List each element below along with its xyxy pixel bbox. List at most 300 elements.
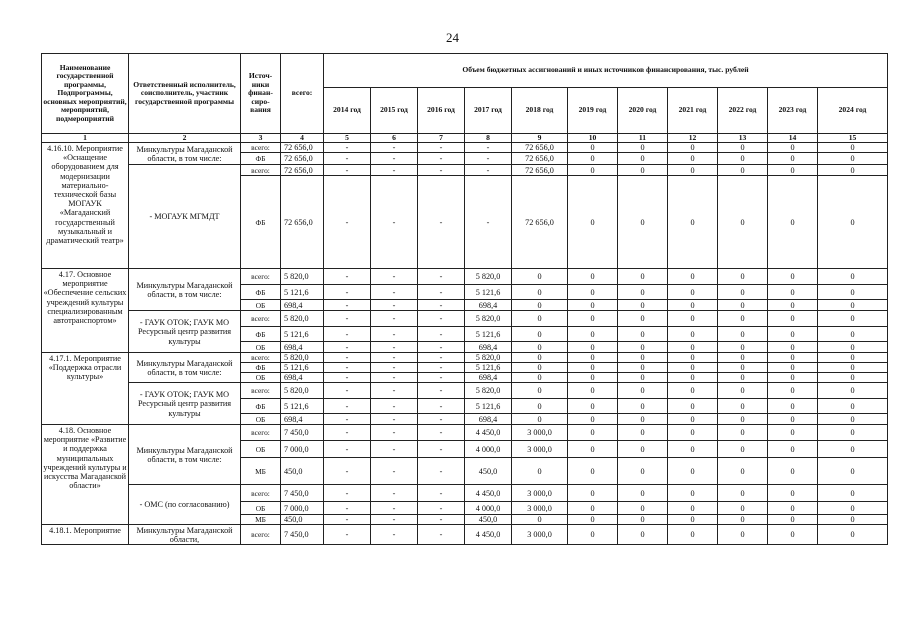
header-column-numbers: [42, 134, 888, 143]
year-value-cell: 0: [512, 285, 568, 300]
year-value-cell: -: [371, 300, 418, 311]
year-value-cell: 0: [512, 414, 568, 425]
year-value-cell: -: [324, 300, 371, 311]
funding-source-cell: ФБ: [241, 399, 281, 414]
year-value-cell: -: [418, 285, 465, 300]
year-value-cell: 0: [568, 485, 618, 502]
column-number: 9: [512, 134, 568, 143]
year-value-cell: 0: [568, 414, 618, 425]
year-value-cell: -: [324, 373, 371, 383]
year-value-cell: 0: [668, 311, 718, 327]
year-value-cell: 0: [618, 502, 668, 515]
funding-source-cell: всего:: [241, 165, 281, 176]
year-value-cell: 0: [818, 373, 888, 383]
funding-source-cell: всего:: [241, 311, 281, 327]
year-value-cell: 450,0: [465, 515, 512, 525]
year-value-cell: -: [371, 383, 418, 399]
year-value-cell: -: [324, 176, 371, 269]
year-value-cell: -: [418, 165, 465, 176]
year-value-cell: -: [324, 485, 371, 502]
header-year: 2015 год: [371, 88, 418, 134]
total-cell: 450,0: [281, 458, 324, 485]
year-value-cell: -: [418, 176, 465, 269]
year-value-cell: 0: [668, 373, 718, 383]
table-row: [42, 311, 888, 327]
funding-source-cell: ОБ: [241, 300, 281, 311]
year-value-cell: -: [371, 143, 418, 153]
year-value-cell: 0: [768, 383, 818, 399]
year-value-cell: 0: [718, 176, 768, 269]
year-value-cell: 0: [818, 383, 888, 399]
total-cell: 7 000,0: [281, 441, 324, 458]
table-row: [42, 269, 888, 285]
year-value-cell: 0: [818, 327, 888, 342]
column-number: 3: [241, 134, 281, 143]
year-value-cell: 0: [568, 176, 618, 269]
year-value-cell: 0: [718, 515, 768, 525]
year-value-cell: 0: [768, 269, 818, 285]
year-value-cell: 0: [718, 414, 768, 425]
year-value-cell: 0: [668, 176, 718, 269]
year-value-cell: -: [465, 143, 512, 153]
year-value-cell: 0: [718, 311, 768, 327]
year-value-cell: 0: [818, 285, 888, 300]
year-value-cell: 0: [768, 153, 818, 165]
year-value-cell: -: [418, 414, 465, 425]
total-cell: 698,4: [281, 373, 324, 383]
year-value-cell: 0: [668, 153, 718, 165]
year-value-cell: 0: [512, 353, 568, 363]
year-value-cell: 5 820,0: [465, 383, 512, 399]
year-value-cell: 0: [568, 399, 618, 414]
year-value-cell: -: [371, 269, 418, 285]
year-value-cell: 0: [618, 165, 668, 176]
year-value-cell: 0: [568, 342, 618, 353]
year-value-cell: -: [324, 441, 371, 458]
year-value-cell: -: [371, 515, 418, 525]
year-value-cell: 0: [512, 311, 568, 327]
executor-cell: Минкультуры Магаданской области, в том числе:: [129, 425, 241, 485]
year-value-cell: 0: [718, 399, 768, 414]
year-value-cell: 0: [768, 399, 818, 414]
year-value-cell: 0: [718, 373, 768, 383]
year-value-cell: 0: [668, 399, 718, 414]
year-value-cell: 4 000,0: [465, 441, 512, 458]
year-value-cell: -: [418, 342, 465, 353]
total-cell: 7 450,0: [281, 485, 324, 502]
header-year: 2018 год: [512, 88, 568, 134]
year-value-cell: 0: [568, 458, 618, 485]
column-number: 11: [618, 134, 668, 143]
total-cell: 698,4: [281, 300, 324, 311]
table-body: [42, 143, 888, 545]
year-value-cell: 0: [768, 327, 818, 342]
funding-source-cell: ОБ: [241, 502, 281, 515]
executor-cell: - ОМС (по согласованию): [129, 485, 241, 525]
total-cell: 5 121,6: [281, 399, 324, 414]
year-value-cell: 0: [768, 342, 818, 353]
year-value-cell: -: [324, 425, 371, 441]
funding-source-cell: всего:: [241, 143, 281, 153]
year-value-cell: -: [324, 165, 371, 176]
year-value-cell: 0: [818, 502, 888, 515]
column-number: 4: [281, 134, 324, 143]
year-value-cell: 0: [668, 383, 718, 399]
year-value-cell: -: [324, 285, 371, 300]
year-value-cell: 0: [718, 353, 768, 363]
year-value-cell: -: [418, 515, 465, 525]
year-value-cell: -: [418, 353, 465, 363]
funding-source-cell: всего:: [241, 425, 281, 441]
year-value-cell: 698,4: [465, 414, 512, 425]
year-value-cell: 0: [818, 300, 888, 311]
column-number: 5: [324, 134, 371, 143]
year-value-cell: 72 656,0: [512, 165, 568, 176]
year-value-cell: 0: [512, 363, 568, 373]
funding-source-cell: всего:: [241, 353, 281, 363]
header-source: Источ-ники финан-сиро-вания: [241, 54, 281, 134]
year-value-cell: -: [418, 311, 465, 327]
funding-source-cell: всего:: [241, 383, 281, 399]
year-value-cell: -: [418, 327, 465, 342]
funding-source-cell: всего:: [241, 525, 281, 545]
year-value-cell: 0: [768, 373, 818, 383]
year-value-cell: 0: [668, 143, 718, 153]
year-value-cell: 0: [512, 373, 568, 383]
year-value-cell: 5 820,0: [465, 353, 512, 363]
year-value-cell: -: [324, 363, 371, 373]
year-value-cell: 0: [718, 165, 768, 176]
year-value-cell: 5 121,6: [465, 285, 512, 300]
year-value-cell: 0: [568, 525, 618, 545]
year-value-cell: 0: [818, 525, 888, 545]
year-value-cell: 0: [512, 327, 568, 342]
year-value-cell: 0: [818, 342, 888, 353]
table-row: [42, 383, 888, 399]
year-value-cell: 0: [668, 414, 718, 425]
year-value-cell: 0: [618, 458, 668, 485]
column-number: 7: [418, 134, 465, 143]
year-value-cell: -: [371, 458, 418, 485]
year-value-cell: -: [371, 165, 418, 176]
year-value-cell: 0: [768, 441, 818, 458]
year-value-cell: -: [371, 311, 418, 327]
year-value-cell: 0: [512, 269, 568, 285]
year-value-cell: 0: [568, 311, 618, 327]
funding-source-cell: ФБ: [241, 176, 281, 269]
year-value-cell: -: [324, 143, 371, 153]
year-value-cell: 0: [618, 176, 668, 269]
year-value-cell: 0: [718, 153, 768, 165]
year-value-cell: 4 450,0: [465, 525, 512, 545]
column-number: 13: [718, 134, 768, 143]
year-value-cell: 0: [618, 399, 668, 414]
year-value-cell: 0: [668, 353, 718, 363]
year-value-cell: 0: [568, 285, 618, 300]
year-value-cell: 0: [768, 515, 818, 525]
year-value-cell: 0: [668, 327, 718, 342]
year-value-cell: -: [371, 485, 418, 502]
total-cell: 72 656,0: [281, 153, 324, 165]
year-value-cell: 72 656,0: [512, 143, 568, 153]
funding-source-cell: ОБ: [241, 342, 281, 353]
total-cell: 698,4: [281, 414, 324, 425]
total-cell: 5 820,0: [281, 269, 324, 285]
total-cell: 72 656,0: [281, 143, 324, 153]
year-value-cell: 0: [568, 441, 618, 458]
year-value-cell: -: [324, 353, 371, 363]
year-value-cell: -: [418, 153, 465, 165]
year-value-cell: -: [371, 399, 418, 414]
year-value-cell: -: [371, 502, 418, 515]
year-value-cell: 0: [768, 311, 818, 327]
year-value-cell: -: [324, 311, 371, 327]
year-value-cell: -: [324, 342, 371, 353]
program-name-cell: 4.16.10. Мероприятие «Оснащение оборудованием для модернизации материально-технической базы МОГАУК «Магаданский государственный музыкальный и драматический театр»: [42, 143, 129, 269]
program-name-cell: 4.17. Основное мероприятие «Обеспечение сельских учреждений культуры специализированным автотранспортом»: [42, 269, 129, 353]
year-value-cell: 5 121,6: [465, 363, 512, 373]
year-value-cell: -: [324, 502, 371, 515]
year-value-cell: 0: [768, 176, 818, 269]
year-value-cell: 0: [718, 458, 768, 485]
year-value-cell: -: [371, 441, 418, 458]
year-value-cell: -: [418, 269, 465, 285]
year-value-cell: -: [418, 458, 465, 485]
year-value-cell: 0: [668, 269, 718, 285]
funding-source-cell: ФБ: [241, 363, 281, 373]
year-value-cell: 0: [818, 515, 888, 525]
total-cell: 72 656,0: [281, 176, 324, 269]
column-number: 1: [42, 134, 129, 143]
year-value-cell: 698,4: [465, 373, 512, 383]
program-name-cell: 4.18.1. Мероприятие: [42, 525, 129, 545]
year-value-cell: 0: [818, 441, 888, 458]
funding-source-cell: ОБ: [241, 414, 281, 425]
funding-source-cell: МБ: [241, 515, 281, 525]
year-value-cell: 0: [568, 143, 618, 153]
header-total: всего:: [281, 54, 324, 134]
table-row: [42, 353, 888, 363]
year-value-cell: 0: [818, 485, 888, 502]
year-value-cell: -: [418, 525, 465, 545]
year-value-cell: 0: [618, 515, 668, 525]
year-value-cell: 3 000,0: [512, 441, 568, 458]
total-cell: 7 450,0: [281, 525, 324, 545]
year-value-cell: 3 000,0: [512, 425, 568, 441]
header-year: 2019 год: [568, 88, 618, 134]
year-value-cell: -: [465, 165, 512, 176]
year-value-cell: 0: [668, 363, 718, 373]
year-value-cell: 0: [818, 414, 888, 425]
header-year: 2016 год: [418, 88, 465, 134]
year-value-cell: 0: [512, 342, 568, 353]
year-value-cell: 0: [668, 425, 718, 441]
year-value-cell: 0: [818, 176, 888, 269]
year-value-cell: -: [371, 342, 418, 353]
year-value-cell: -: [371, 353, 418, 363]
column-number: 6: [371, 134, 418, 143]
year-value-cell: 0: [768, 353, 818, 363]
table-row: [42, 143, 888, 153]
year-value-cell: 0: [668, 515, 718, 525]
year-value-cell: -: [371, 414, 418, 425]
year-value-cell: 0: [568, 373, 618, 383]
year-value-cell: 0: [818, 143, 888, 153]
table-row: [42, 525, 888, 545]
year-value-cell: -: [324, 458, 371, 485]
year-value-cell: 0: [718, 502, 768, 515]
year-value-cell: -: [371, 153, 418, 165]
page-number: 24: [446, 30, 459, 45]
year-value-cell: 0: [818, 311, 888, 327]
year-value-cell: 0: [718, 363, 768, 373]
year-value-cell: 0: [618, 327, 668, 342]
total-cell: 5 820,0: [281, 353, 324, 363]
total-cell: 698,4: [281, 342, 324, 353]
year-value-cell: 0: [618, 525, 668, 545]
year-value-cell: 0: [568, 363, 618, 373]
funding-source-cell: всего:: [241, 269, 281, 285]
column-number: 14: [768, 134, 818, 143]
year-value-cell: 0: [618, 425, 668, 441]
year-value-cell: 0: [568, 353, 618, 363]
year-value-cell: 0: [568, 327, 618, 342]
executor-cell: - МОГАУК МГМДТ: [129, 165, 241, 269]
year-value-cell: 0: [718, 383, 768, 399]
year-value-cell: 0: [668, 485, 718, 502]
header-year: 2017 год: [465, 88, 512, 134]
year-value-cell: 0: [512, 383, 568, 399]
year-value-cell: 0: [568, 383, 618, 399]
year-value-cell: 0: [568, 515, 618, 525]
header-span-title: Объем бюджетных ассигнований и иных источников финансирования, тыс. рублей: [324, 54, 888, 88]
column-number: 2: [129, 134, 241, 143]
year-value-cell: 0: [718, 485, 768, 502]
year-value-cell: 5 121,6: [465, 399, 512, 414]
year-value-cell: 3 000,0: [512, 485, 568, 502]
header-year: 2020 год: [618, 88, 668, 134]
year-value-cell: 0: [768, 414, 818, 425]
year-value-cell: 0: [818, 165, 888, 176]
header-year: 2014 год: [324, 88, 371, 134]
year-value-cell: 0: [618, 269, 668, 285]
year-value-cell: -: [418, 373, 465, 383]
year-value-cell: 4 450,0: [465, 485, 512, 502]
column-number: 10: [568, 134, 618, 143]
year-value-cell: 0: [768, 143, 818, 153]
year-value-cell: -: [465, 176, 512, 269]
total-cell: 7 000,0: [281, 502, 324, 515]
year-value-cell: -: [465, 153, 512, 165]
year-value-cell: 0: [768, 485, 818, 502]
year-value-cell: -: [418, 502, 465, 515]
year-value-cell: 0: [512, 300, 568, 311]
year-value-cell: 0: [668, 525, 718, 545]
funding-source-cell: ФБ: [241, 153, 281, 165]
funding-source-cell: МБ: [241, 458, 281, 485]
year-value-cell: 0: [668, 458, 718, 485]
table-row: [42, 165, 888, 176]
year-value-cell: 0: [818, 353, 888, 363]
year-value-cell: -: [324, 399, 371, 414]
year-value-cell: 450,0: [465, 458, 512, 485]
header-year: 2024 год: [818, 88, 888, 134]
program-name-cell: 4.17.1. Мероприятие «Поддержка отрасли культуры»: [42, 353, 129, 425]
year-value-cell: 0: [718, 425, 768, 441]
header-year: 2023 год: [768, 88, 818, 134]
year-value-cell: 0: [818, 269, 888, 285]
year-value-cell: 0: [618, 373, 668, 383]
year-value-cell: 698,4: [465, 342, 512, 353]
year-value-cell: -: [324, 153, 371, 165]
year-value-cell: 0: [718, 143, 768, 153]
year-value-cell: 3 000,0: [512, 525, 568, 545]
year-value-cell: 3 000,0: [512, 502, 568, 515]
year-value-cell: 0: [568, 502, 618, 515]
year-value-cell: 0: [768, 165, 818, 176]
year-value-cell: 0: [618, 353, 668, 363]
year-value-cell: 5 820,0: [465, 269, 512, 285]
year-value-cell: 0: [718, 285, 768, 300]
executor-cell: Минкультуры Магаданской области, в том числе:: [129, 143, 241, 165]
year-value-cell: 0: [668, 441, 718, 458]
year-value-cell: 5 820,0: [465, 311, 512, 327]
year-value-cell: 0: [618, 300, 668, 311]
total-cell: 7 450,0: [281, 425, 324, 441]
year-value-cell: 0: [618, 383, 668, 399]
table-row: [42, 485, 888, 502]
year-value-cell: 0: [568, 153, 618, 165]
funding-source-cell: ОБ: [241, 441, 281, 458]
year-value-cell: 0: [668, 285, 718, 300]
column-number: 12: [668, 134, 718, 143]
year-value-cell: -: [418, 425, 465, 441]
year-value-cell: 0: [768, 363, 818, 373]
year-value-cell: 0: [718, 525, 768, 545]
year-value-cell: 0: [818, 153, 888, 165]
year-value-cell: -: [324, 383, 371, 399]
executor-cell: Минкультуры Магаданской области, в том числе:: [129, 353, 241, 383]
year-value-cell: 0: [768, 525, 818, 545]
year-value-cell: -: [418, 399, 465, 414]
executor-cell: - ГАУК ОТОК; ГАУК МО Ресурсный центр развития культуры: [129, 311, 241, 353]
year-value-cell: 5 121,6: [465, 327, 512, 342]
year-value-cell: 0: [618, 363, 668, 373]
year-value-cell: -: [418, 300, 465, 311]
year-value-cell: 0: [668, 342, 718, 353]
year-value-cell: -: [418, 441, 465, 458]
year-value-cell: 0: [768, 300, 818, 311]
year-value-cell: 0: [768, 285, 818, 300]
total-cell: 5 820,0: [281, 383, 324, 399]
year-value-cell: 0: [668, 165, 718, 176]
header-year: 2022 год: [718, 88, 768, 134]
year-value-cell: -: [418, 363, 465, 373]
program-name-cell: 4.18. Основное мероприятие «Развитие и поддержка муниципальных учреждений культуры и искусства Магаданской области»: [42, 425, 129, 525]
total-cell: 72 656,0: [281, 165, 324, 176]
year-value-cell: 0: [718, 269, 768, 285]
year-value-cell: 0: [718, 441, 768, 458]
funding-source-cell: ФБ: [241, 285, 281, 300]
year-value-cell: 4 000,0: [465, 502, 512, 515]
year-value-cell: -: [324, 525, 371, 545]
year-value-cell: 0: [512, 458, 568, 485]
year-value-cell: 0: [668, 502, 718, 515]
header-program: Наименование государственной программы, Подпрограммы, основных мероприятий, мероприятий, подмероприятий: [42, 54, 129, 134]
year-value-cell: 0: [618, 441, 668, 458]
year-value-cell: 0: [568, 165, 618, 176]
year-value-cell: -: [324, 269, 371, 285]
